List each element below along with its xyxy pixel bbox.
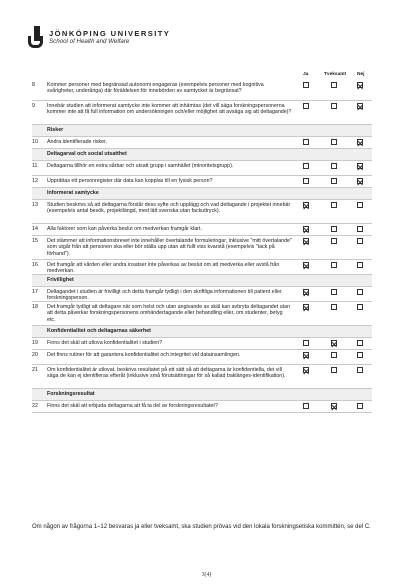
- university-logo-icon: [28, 26, 43, 48]
- question-number: 10: [32, 138, 38, 145]
- checkbox-yes[interactable]: [303, 352, 309, 358]
- questionnaire-table: [32, 80, 372, 413]
- question-text: Det framgår att vården eller andra insatser inte påverkas av beslut om att medverka eller avstå från medverkan.: [47, 261, 280, 275]
- section-heading-row: [32, 149, 372, 161]
- section-heading-row: [32, 389, 372, 401]
- checkbox-unsure[interactable]: [331, 304, 337, 310]
- question-row: [32, 260, 372, 275]
- question-text: Andra identifierade risker.: [47, 138, 108, 145]
- checkbox-unsure[interactable]: [331, 82, 337, 88]
- checkbox-yes[interactable]: [303, 304, 309, 310]
- checkbox-unsure[interactable]: [331, 178, 337, 184]
- question-row: [32, 302, 372, 326]
- column-header-no: Nej: [357, 72, 365, 77]
- question-text: Om konfidentialitet är utlovat, beskrivs resultatet på ett sätt så att deltagarna är konfidentiella, det vill säga de kan ej identifieras efteråt (inklusive små förutsättningar för så kallad baklänges-identifikation).: [47, 366, 286, 380]
- checkbox-yes[interactable]: [303, 367, 309, 373]
- section-heading: Forskningsresultat: [47, 390, 95, 397]
- page-number: 3(4): [201, 572, 212, 578]
- question-row: [32, 137, 372, 149]
- checkbox-yes[interactable]: [303, 139, 309, 145]
- checkbox-no[interactable]: [357, 304, 363, 310]
- section-heading-row: [32, 326, 372, 338]
- question-text: Finns det skäl att utlova konfidentialitet i studien?: [47, 339, 163, 346]
- question-row: [32, 338, 372, 350]
- checkbox-no[interactable]: [357, 238, 363, 244]
- checkbox-unsure[interactable]: [331, 403, 337, 409]
- question-number: 9: [32, 102, 35, 109]
- checkbox-no[interactable]: [357, 262, 363, 268]
- question-number: 8: [32, 81, 35, 88]
- column-header-unsure: Tveksamt: [324, 72, 347, 77]
- checkbox-yes[interactable]: [303, 262, 309, 268]
- checkbox-yes[interactable]: [303, 340, 309, 346]
- question-text: Det framgår tydligt att deltagare när som helst och utan angivande av skäl kan avbryta deltagandet utan att detta påverkar forskningspersonens omhändertagande eller behandling eller, om studenter, betyg etc.: [47, 303, 290, 323]
- question-text: Kommer personer med begränsad autonomi engageras (exempelvis personer med kognitiva svårigheter, underåriga) där föräldelsen för innebörden av samtycket är begränsat?: [47, 81, 264, 95]
- checkbox-no[interactable]: [357, 139, 363, 145]
- question-text: Studien beskrivs så att deltagarna förstår dess syfte och upplägg och vad deltagande i projektet innebär (exempelvis antal besök, projektlängd, med lätt svenska utan fackuttryck).: [47, 201, 291, 215]
- checkbox-unsure[interactable]: [331, 262, 337, 268]
- section-heading: Frivillighet: [47, 276, 74, 283]
- question-number: 11: [32, 162, 38, 169]
- question-number: 14: [32, 225, 38, 232]
- question-text: Finns det skäl att erbjuda deltagarna att få ta del av forskningsresultatet?: [47, 402, 218, 409]
- checkbox-no[interactable]: [357, 103, 363, 109]
- question-text: Innebär studien att informerat samtycke inte kommer att inhämtas (det vill säga forskningspersonerna kommer inte att få full information om undersökningen och/eller möjlighet att avsäga sig att deltagande)?: [47, 102, 292, 116]
- question-row: [32, 224, 372, 236]
- section-heading: Risker: [47, 126, 64, 133]
- checkbox-no[interactable]: [357, 163, 363, 169]
- checkbox-no[interactable]: [357, 340, 363, 346]
- checkbox-no[interactable]: [357, 289, 363, 295]
- question-text: Deltagarna tillhör en extra sårbar och utsatt grupp i samhället (minoritetsgrupp).: [47, 162, 234, 169]
- question-number: 21: [32, 366, 38, 373]
- checkbox-unsure[interactable]: [331, 340, 337, 346]
- school-name: School of Health and Welfare: [49, 37, 130, 45]
- university-header: [28, 22, 170, 52]
- checkbox-unsure[interactable]: [331, 238, 337, 244]
- question-number: 19: [32, 339, 38, 346]
- question-row: [32, 236, 372, 260]
- section-heading-row: [32, 188, 372, 200]
- question-number: 18: [32, 303, 38, 310]
- checkbox-unsure[interactable]: [331, 202, 337, 208]
- question-number: 13: [32, 201, 38, 208]
- question-text: Det stämmer att informationsbrevet inte innehåller övertalande formuleringar, inklusive "mitt övertalande" som utgår från att personen ska eller bör ställa upp utan att fullt viss kvarstå (exempelvis "tack på förhand").: [47, 237, 292, 257]
- section-heading: Deltagarval och social utsatthet: [47, 150, 127, 157]
- section-heading-row: [32, 125, 372, 137]
- university-name: JÖNKÖPING UNIVERSITY: [49, 28, 171, 38]
- checkbox-unsure[interactable]: [331, 139, 337, 145]
- checkbox-unsure[interactable]: [331, 352, 337, 358]
- checkbox-yes[interactable]: [303, 238, 309, 244]
- question-row: [32, 176, 372, 188]
- checkbox-unsure[interactable]: [331, 367, 337, 373]
- question-row: [32, 161, 372, 176]
- question-row: [32, 80, 372, 101]
- question-text: Upprättas ett personregister där data kan kopplas till en fysisk person?: [47, 177, 213, 184]
- question-text: Alla faktorer som kan påverka beslut om medverkan framgår klart.: [47, 225, 202, 232]
- question-number: 15: [32, 237, 38, 244]
- checkbox-yes[interactable]: [303, 289, 309, 295]
- footer-note: Om någon av frågorna 1–12 besvaras ja eller tveksamt, ska studien prövas vid den lokala forskningsetiska kommittén, se del C.: [32, 524, 371, 530]
- checkbox-yes[interactable]: [303, 178, 309, 184]
- question-number: 20: [32, 351, 38, 358]
- checkbox-yes[interactable]: [303, 163, 309, 169]
- question-number: 17: [32, 288, 38, 295]
- checkbox-yes[interactable]: [303, 202, 309, 208]
- question-row: [32, 350, 372, 365]
- question-row: [32, 200, 372, 224]
- column-header-yes: Ja: [303, 72, 309, 77]
- checkbox-no[interactable]: [357, 82, 363, 88]
- checkbox-yes[interactable]: [303, 226, 309, 232]
- question-row: [32, 101, 372, 125]
- checkbox-yes[interactable]: [303, 103, 309, 109]
- section-heading: Konfidentialitet och deltagarnas säkerhet: [47, 327, 151, 334]
- question-text: Det finns rutiner för att garantera konfidentialitet och integritet vid datainsamlingen.: [47, 351, 241, 358]
- checkbox-unsure[interactable]: [331, 226, 337, 232]
- logo-text: [49, 29, 170, 46]
- checkbox-no[interactable]: [357, 202, 363, 208]
- question-text: Deltagandet i studien är frivilligt och detta framgår tydligt i den skriftliga informationen till patient eller forskningsperson.: [47, 288, 282, 302]
- checkbox-unsure[interactable]: [331, 103, 337, 109]
- section-heading: Informerat samtycke: [47, 189, 99, 196]
- checkbox-yes[interactable]: [303, 82, 309, 88]
- checkbox-no[interactable]: [357, 352, 363, 358]
- checkbox-unsure[interactable]: [331, 289, 337, 295]
- question-row: [32, 365, 372, 389]
- checkbox-no[interactable]: [357, 226, 363, 232]
- question-number: 12: [32, 177, 38, 184]
- section-heading-row: [32, 275, 372, 287]
- checkbox-no[interactable]: [357, 367, 363, 373]
- checkbox-yes[interactable]: [303, 403, 309, 409]
- question-number: 22: [32, 402, 38, 409]
- checkbox-no[interactable]: [357, 178, 363, 184]
- question-number: 16: [32, 261, 38, 268]
- question-row: [32, 287, 372, 302]
- checkbox-no[interactable]: [357, 403, 363, 409]
- question-row: [32, 401, 372, 413]
- checkbox-unsure[interactable]: [331, 163, 337, 169]
